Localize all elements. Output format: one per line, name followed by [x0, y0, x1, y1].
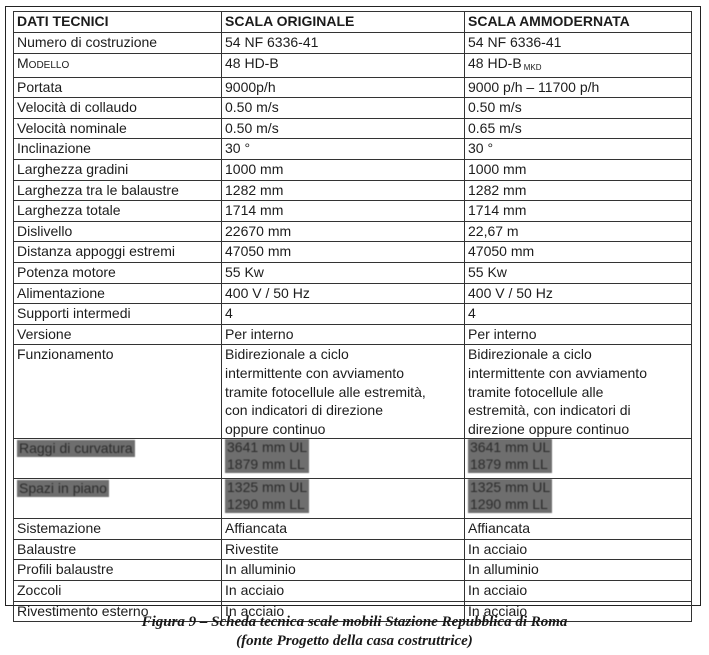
original-value: 1282 mm — [222, 180, 465, 201]
original-value: 1000 mm — [222, 159, 465, 180]
redacted-value: 3641 mm UL 1879 mm LL — [227, 439, 308, 473]
modern-value: 1282 mm — [465, 180, 692, 201]
table-row — [14, 479, 692, 519]
modern-value: 47050 mm — [465, 242, 692, 263]
row-label: Inclinazione — [14, 139, 222, 160]
row-label: Velocità nominale — [14, 118, 222, 139]
original-value: 9000p/h — [222, 77, 465, 98]
table-row — [14, 77, 692, 98]
table-row — [14, 201, 692, 222]
row-label: Distanza appoggi estremi — [14, 242, 222, 263]
modern-value: Affiancata — [465, 519, 692, 540]
original-value: 54 NF 6336-41 — [222, 33, 465, 54]
original-value: 30 ° — [222, 139, 465, 160]
table-row — [14, 324, 692, 345]
original-value: 48 HD-B — [222, 53, 465, 77]
table-row — [14, 53, 692, 77]
modern-value: In alluminio — [465, 560, 692, 581]
modern-value: 22,67 m — [465, 221, 692, 242]
table-row — [14, 304, 692, 325]
row-label: Alimentazione — [14, 283, 222, 304]
modern-value — [465, 53, 692, 77]
original-value: Bidirezionale a ciclo intermittente con avviamento tramite fotocellule alle estremità, con indicatori di direzione oppure continuo — [222, 345, 465, 439]
modern-model: 48 HD-B — [468, 54, 522, 71]
row-label: Potenza motore — [14, 262, 222, 283]
original-value — [222, 479, 465, 519]
modern-value: 54 NF 6336-41 — [465, 33, 692, 54]
redacted-value: 1325 mm UL 1290 mm LL — [470, 479, 551, 513]
modern-value: 0.50 m/s — [465, 98, 692, 119]
tech-sheet-frame — [5, 6, 701, 619]
modern-value: 4 — [465, 304, 692, 325]
table-row — [14, 98, 692, 119]
table-row — [14, 283, 692, 304]
modern-value: 400 V / 50 Hz — [465, 283, 692, 304]
modern-value: 9000 p/h – 11700 p/h — [465, 77, 692, 98]
table-row — [14, 262, 692, 283]
modern-value: 55 Kw — [465, 262, 692, 283]
row-label — [14, 479, 222, 519]
table-row — [14, 539, 692, 560]
modern-value: In acciaio — [465, 601, 692, 622]
original-value: 47050 mm — [222, 242, 465, 263]
original-value: 1714 mm — [222, 201, 465, 222]
row-label: Zoccoli — [14, 581, 222, 602]
modern-value: 0.65 m/s — [465, 118, 692, 139]
row-label: Balaustre — [14, 539, 222, 560]
row-label: Rivestimento esterno — [14, 601, 222, 622]
header-dati-tecnici: DATI TECNICI — [14, 12, 222, 33]
tech-specs-table — [13, 11, 692, 622]
table-row — [14, 519, 692, 540]
table-row — [14, 439, 692, 479]
modern-value: 1714 mm — [465, 201, 692, 222]
original-value: 0.50 m/s — [222, 118, 465, 139]
row-label: Supporti intermedi — [14, 304, 222, 325]
redacted-label: Spazi in piano — [19, 480, 107, 497]
redacted-value: 3641 mm UL 1879 mm LL — [470, 439, 551, 473]
modern-value: Per interno — [465, 324, 692, 345]
table-row — [14, 221, 692, 242]
row-label: Larghezza totale — [14, 201, 222, 222]
original-value: Affiancata — [222, 519, 465, 540]
table-row — [14, 159, 692, 180]
modern-value: 1000 mm — [465, 159, 692, 180]
table-row — [14, 118, 692, 139]
original-value: 22670 mm — [222, 221, 465, 242]
row-label: Larghezza tra le balaustre — [14, 180, 222, 201]
row-label: Modello — [14, 53, 222, 77]
original-value: In alluminio — [222, 560, 465, 581]
table-row — [14, 242, 692, 263]
original-value: Rivestite — [222, 539, 465, 560]
redacted-value: 1325 mm UL 1290 mm LL — [227, 479, 308, 513]
table-row — [14, 139, 692, 160]
original-value: 55 Kw — [222, 262, 465, 283]
header-scala-originale: SCALA ORIGINALE — [222, 12, 465, 33]
table-row — [14, 581, 692, 602]
table-row — [14, 33, 692, 54]
modern-value — [465, 479, 692, 519]
original-value: In acciaio — [222, 581, 465, 602]
modern-value: 30 ° — [465, 139, 692, 160]
original-value: In acciaio — [222, 601, 465, 622]
table-header-row — [14, 12, 692, 33]
modern-value: Bidirezionale a ciclo intermittente con avviamento tramite fotocellule alle estremità, con indicatori di direzione oppure continuo — [465, 345, 692, 439]
original-value: 400 V / 50 Hz — [222, 283, 465, 304]
caption-title: Figura 9 – Scheda tecnica scale mobili Stazione Repubblica di Roma — [141, 614, 568, 630]
row-label: Numero di costruzione — [14, 33, 222, 54]
original-value: 0.50 m/s — [222, 98, 465, 119]
caption-source: (fonte Progetto della casa costruttrice) — [236, 633, 473, 649]
header-scala-ammodernata: SCALA AMMODERNATA — [465, 12, 692, 33]
redacted-label: Raggi di curvatura — [19, 440, 133, 457]
table-row — [14, 345, 692, 439]
row-label: Dislivello — [14, 221, 222, 242]
table-row — [14, 560, 692, 581]
modern-value: In acciaio — [465, 581, 692, 602]
figure-caption — [0, 613, 709, 651]
row-label: Versione — [14, 324, 222, 345]
modern-model-suffix: MKD — [523, 62, 542, 72]
row-label: Funzionamento — [14, 345, 222, 439]
original-value: Per interno — [222, 324, 465, 345]
modern-value: In acciaio — [465, 539, 692, 560]
modern-value — [465, 439, 692, 479]
original-value: 4 — [222, 304, 465, 325]
row-label — [14, 439, 222, 479]
row-label: Portata — [14, 77, 222, 98]
row-label: Sistemazione — [14, 519, 222, 540]
row-label: Profili balaustre — [14, 560, 222, 581]
original-value — [222, 439, 465, 479]
row-label: Larghezza gradini — [14, 159, 222, 180]
table-row — [14, 180, 692, 201]
row-label: Velocità di collaudo — [14, 98, 222, 119]
